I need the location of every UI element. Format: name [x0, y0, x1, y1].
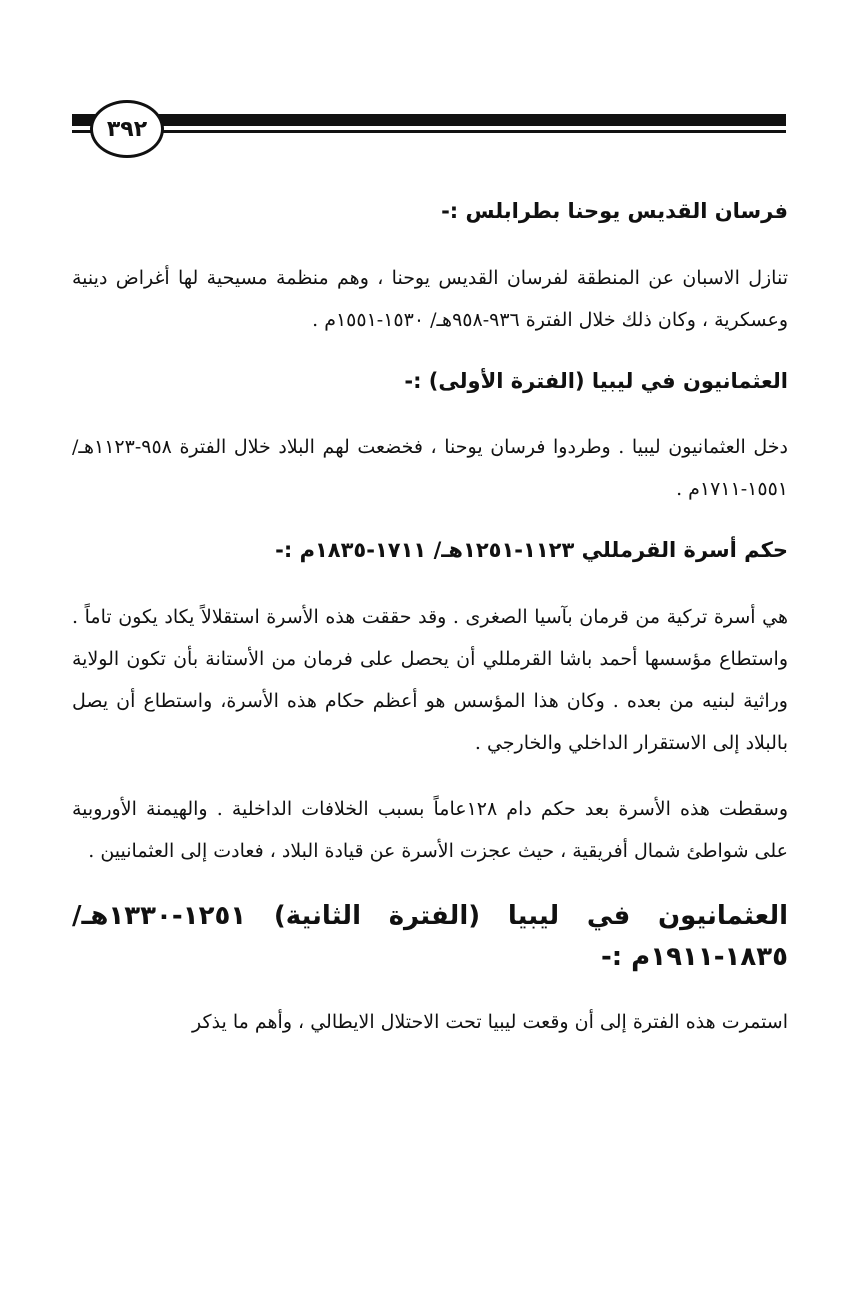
page-number: ٣٩٢ — [90, 100, 164, 158]
paragraph-qaramanli-1: هي أسرة تركية من قرمان بآسيا الصغرى . وقد حققت هذه الأسرة استقلالاً يكاد يكون تاماً . واستطاع مؤسسها أحمد باشا القرمللي أن يحصل على فرمان من الأستانة بأن تكون الولاية وراثية لبنيه من بعده . وكان هذا المؤسس هو أعظم حكام هذه الأسرة، واستطاع أن يصل بالبلاد إلى الاستقرار الداخلي والخارجي . — [72, 605, 788, 754]
paragraph-qaramanli-2: وسقطت هذه الأسرة بعد حكم دام ١٢٨عاماً بسبب الخلافات الداخلية . والهيمنة الأوروبية على شواطئ شمال أفريقية ، حيث عجزت الأسرة عن قيادة البلاد ، فعادت إلى العثمانيين . — [72, 797, 789, 862]
section-heading-qaramanli: حكم أسرة القرمللي ١١٢٣-١٢٥١هـ/ ١٧١١-١٨٣٥م :- — [275, 538, 788, 563]
section-heading-ottomans-first: العثمانيون في ليبيا (الفترة الأولى) :- — [404, 368, 788, 393]
paragraph-knights: تنازل الاسبان عن المنطقة لفرسان القديس يوحنا ، وهم منظمة مسيحية لها أغراض دينية وعسكرية ، وكان ذلك خلال الفترة ٩٣٦-٩٥٨هـ/ ١٥٣٠-١٥٥١م . — [72, 266, 788, 331]
paragraph-ottomans-first: دخل العثمانيون ليبيا . وطردوا فرسان يوحنا ، فخضعت لهم البلاد خلال الفترة ٩٥٨-١١٢٣هـ/ ١٥٥١-١٧١١م . — [72, 436, 788, 501]
header-rule-thin — [72, 130, 786, 133]
section-heading-knights: فرسان القديس يوحنا بطرابلس :- — [441, 199, 788, 223]
page-content — [72, 195, 788, 1067]
section-heading-ottomans-second: العثمانيون في ليبيا (الفترة الثانية) ١٢٥١-١٣٣٠هـ/١٨٣٥-١٩١١م :- — [72, 900, 788, 973]
header-rule-thick — [72, 114, 786, 126]
page-header — [72, 100, 786, 160]
paragraph-ottomans-second: استمرت هذه الفترة إلى أن وقعت ليبيا تحت الاحتلال الايطالي ، وأهم ما يذكر — [192, 1010, 788, 1033]
